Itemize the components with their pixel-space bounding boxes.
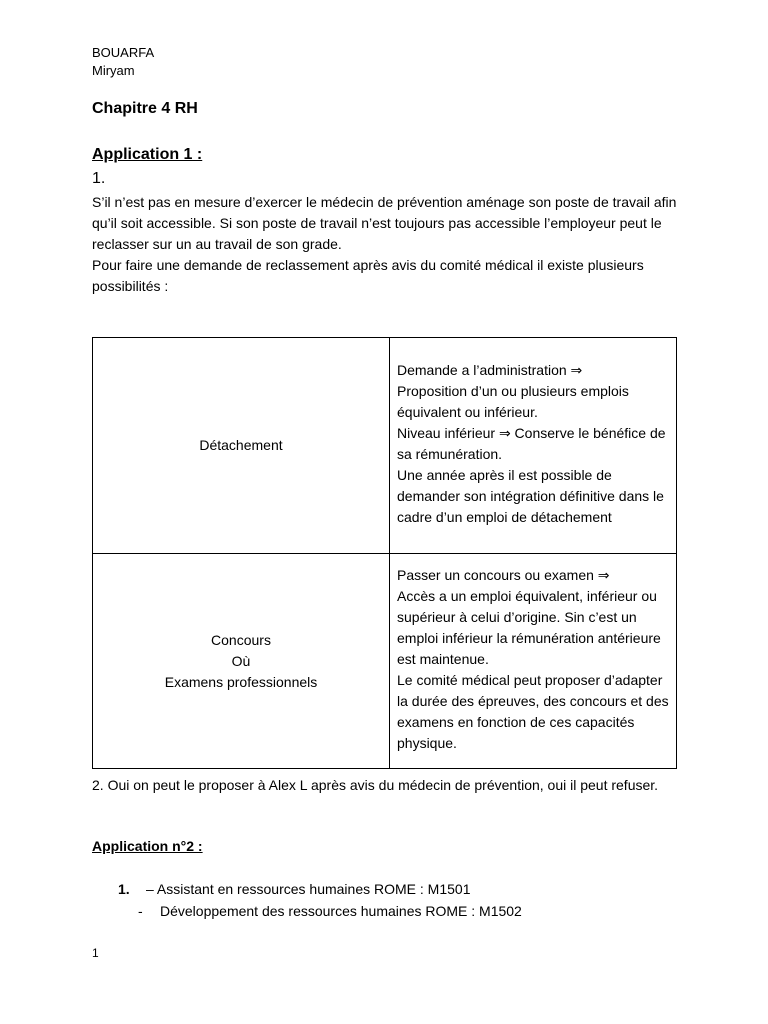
reclassement-options-table [92,337,677,769]
detachement-label: Détachement [199,437,283,453]
job-list [118,878,522,922]
intro-text [92,192,682,297]
page-number: 1 [92,946,99,960]
concours-label-3: Examens professionnels [164,673,318,690]
author-block [92,44,154,80]
detachement-line-1: Demande a l’administration ⇒ [397,361,583,378]
chapter-title: Chapitre 4 RH [92,100,198,117]
answer-2-text: 2. Oui on peut le proposer à Alex L après avis du médecin de prévention, oui il peut refuser. [92,777,659,793]
list-item-number: 1. [118,881,130,897]
application-1-heading: Application 1 : [92,146,203,163]
question-1-number: 1. [92,170,106,187]
detachement-label-cell [93,338,390,554]
application-2-heading: Application n°2 : [92,838,203,854]
list-item-dash: - [138,903,143,919]
table-row-detachement [93,338,677,554]
detachement-line-4: Une année après il est possible de demander son intégration définitive dans le cadre d’un emploi de détachement [397,466,664,525]
concours-label-2: Où [231,652,251,669]
concours-label-1: Concours [211,631,271,648]
intro-paragraph-2: Pour faire une demande de reclassement après avis du comité médical il existe plusieurs possibilités : [92,257,644,294]
author-first-name: Miryam [92,63,135,78]
concours-line-2: Accès a un emploi équivalent, inférieur ou supérieur à celui d’origine. Sin c’est un emploi inférieur la rémunération antérieure est maintenue. [397,587,661,667]
detachement-line-2: Proposition d’un ou plusieurs emplois équivalent ou inférieur. [397,382,629,420]
detachement-description-cell [390,338,677,554]
table-row-concours [93,554,677,769]
detachement-line-3: Niveau inférieur ⇒ Conserve le bénéfice de sa rémunération. [397,424,666,462]
concours-label-cell [93,554,390,769]
intro-paragraph-1: S’il n’est pas en mesure d’exercer le médecin de prévention aménage son poste de travail afin qu’il soit accessible. Si son poste de travail n’est toujours pas accessible l’employeur peut le reclasser sur un au travail de son grade. [92,194,677,252]
list-item-text: Développement des ressources humaines ROME : M1502 [160,903,522,919]
concours-line-3: Le comité médical peut proposer d’adapter la durée des épreuves, des concours et des examens en fonction de ces capacités physique. [397,671,669,751]
list-item [118,900,522,922]
author-last-name: BOUARFA [92,45,155,60]
list-item [118,878,522,900]
concours-description-cell [390,554,677,769]
list-item-text: – Assistant en ressources humaines ROME : M1501 [146,881,471,897]
concours-line-1: Passer un concours ou examen ⇒ [397,566,610,583]
